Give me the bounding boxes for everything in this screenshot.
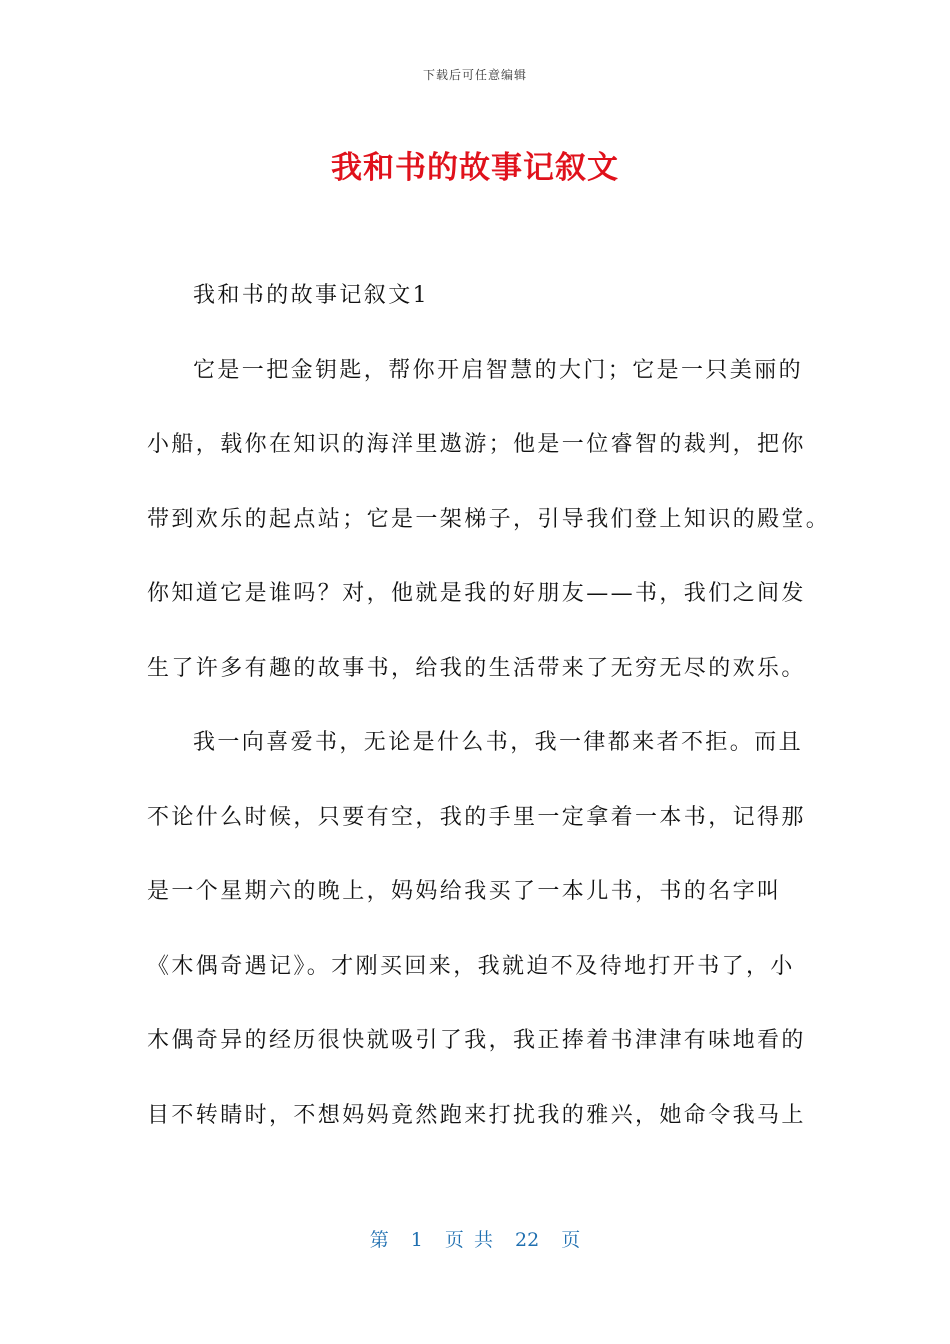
page-middle: 页 共 [444,1229,493,1251]
paragraph-1-line-1: 它是一把金钥匙，帮你开启智慧的大门；它是一只美丽的 [193,357,804,383]
page-prefix: 第 [369,1229,389,1251]
page-total: 22 [515,1229,540,1251]
paragraph-2-line-5: 木偶奇异的经历很快就吸引了我，我正捧着书津津有味地看的 [147,1028,806,1053]
paragraph-1-line-4: 你知道它是谁吗？对，他就是我的好朋友——书，我们之间发 [147,581,806,606]
paragraph-1-line-2: 小船，载你在知识的海洋里遨游；他是一位睿智的裁判，把你 [147,432,806,457]
page-suffix: 页 [561,1229,581,1251]
document-title: 我和书的故事记叙文 [331,150,619,186]
paragraph-2-line-3: 是一个星期六的晚上，妈妈给我买了一本儿书，书的名字叫 [147,879,782,904]
page-header: 下载后可任意编辑 [422,68,527,82]
page-footer [0,1225,950,1252]
document-body [147,270,831,1164]
section-heading: 我和书的故事记叙文1 [193,283,429,308]
paragraph-2-line-1: 我一向喜爱书，无论是什么书，我一律都来者不拒。而且 [193,730,804,755]
paragraph-1-line-5: 生了许多有趣的故事书，给我的生活带来了无穷无尽的欢乐。 [147,655,806,681]
paragraph-1-line-3: 带到欢乐的起点站；它是一架梯子，引导我们登上知识的殿堂。 [147,506,831,532]
paragraph-2-line-6: 目不转睛时，不想妈妈竟然跑来打扰我的雅兴，她命令我马上 [147,1102,806,1128]
page-number: 1 [410,1229,423,1251]
paragraph-2-line-4: 《木偶奇遇记》。才刚买回来，我就迫不及待地打开书了，小 [147,953,795,979]
paragraph-2-line-2: 不论什么时候，只要有空，我的手里一定拿着一本书，记得那 [147,804,806,830]
